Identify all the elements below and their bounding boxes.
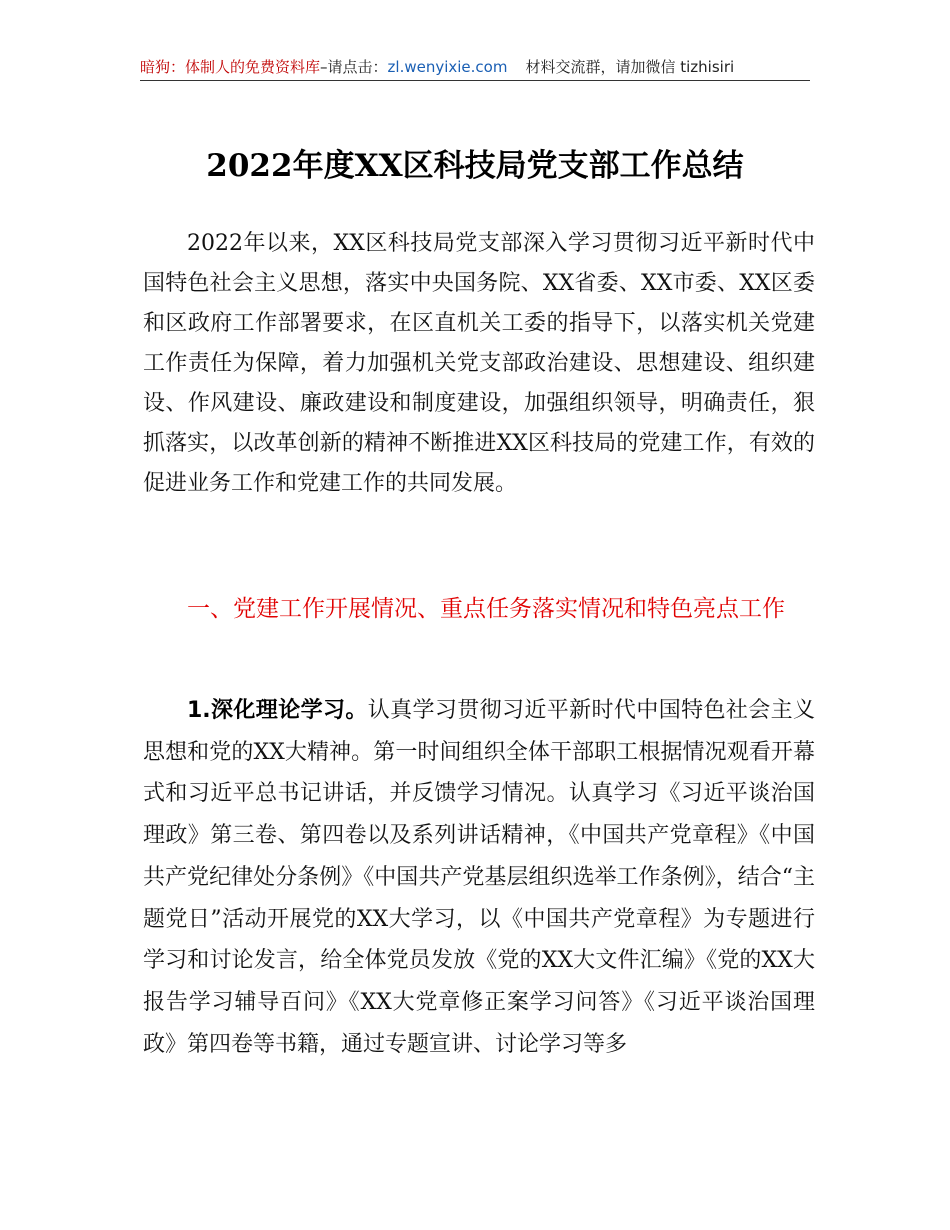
page-header bbox=[140, 56, 810, 81]
site-url-link[interactable]: zl.wenyixie.com bbox=[387, 58, 508, 76]
intro-paragraph: 2022年以来，XX区科技局党支部深入学习贯彻习近平新时代中国特色社会主义思想，落实中央国务院、XX省委、XX市委、XX区委和区政府工作部署要求，在区直机关工委的指导下，以落实机关党建工作责任为保障，着力加强机关党支部政治建设、思想建设、组织建设、作风建设、廉政建设和制度建设，加强组织领导，明确责任，狠抓落实，以改革创新的精神不断推进XX区科技局的党建工作，有效的促进业务工作和党建工作的共同发展。 bbox=[143, 231, 815, 496]
item-1-lead: 1.深化理论学习。 bbox=[187, 698, 368, 723]
click-prompt: –请点击： bbox=[320, 58, 388, 76]
item-1-text: 认真学习贯彻习近平新时代中国特色社会主义思想和党的XX大精神。第一时间组织全体干部职工根据情况观看开幕式和习近平总书记讲话，并反馈学习情况。认真学习《习近平谈治国理政》第三卷、第四卷以及系列讲话精神，《中国共产党章程》《中国共产党纪律处分条例》《中国共产党基层组织选举工作条例》，结合“主题党日”活动开展党的XX大学习，以《中国共产党章程》为专题进行学习和讨论发言，给全体党员发放《党的XX大文件汇编》《党的XX大报告学习辅导百问》《XX大党章修正案学习问答》《习近平谈治国理政》第四卷等书籍，通过专题宣讲、讨论学习等多 bbox=[143, 698, 815, 1057]
item-1-paragraph bbox=[143, 690, 815, 1065]
section-heading: 一、党建工作开展情况、重点任务落实情况和特色亮点工作 bbox=[187, 596, 785, 622]
site-name: 暗狗：体制人的免费资料库 bbox=[140, 58, 321, 76]
group-note: 材料交流群，请加微信 tizhisiri bbox=[525, 58, 735, 76]
document-title: 2022年度XX区科技局党支部工作总结 bbox=[206, 148, 744, 184]
